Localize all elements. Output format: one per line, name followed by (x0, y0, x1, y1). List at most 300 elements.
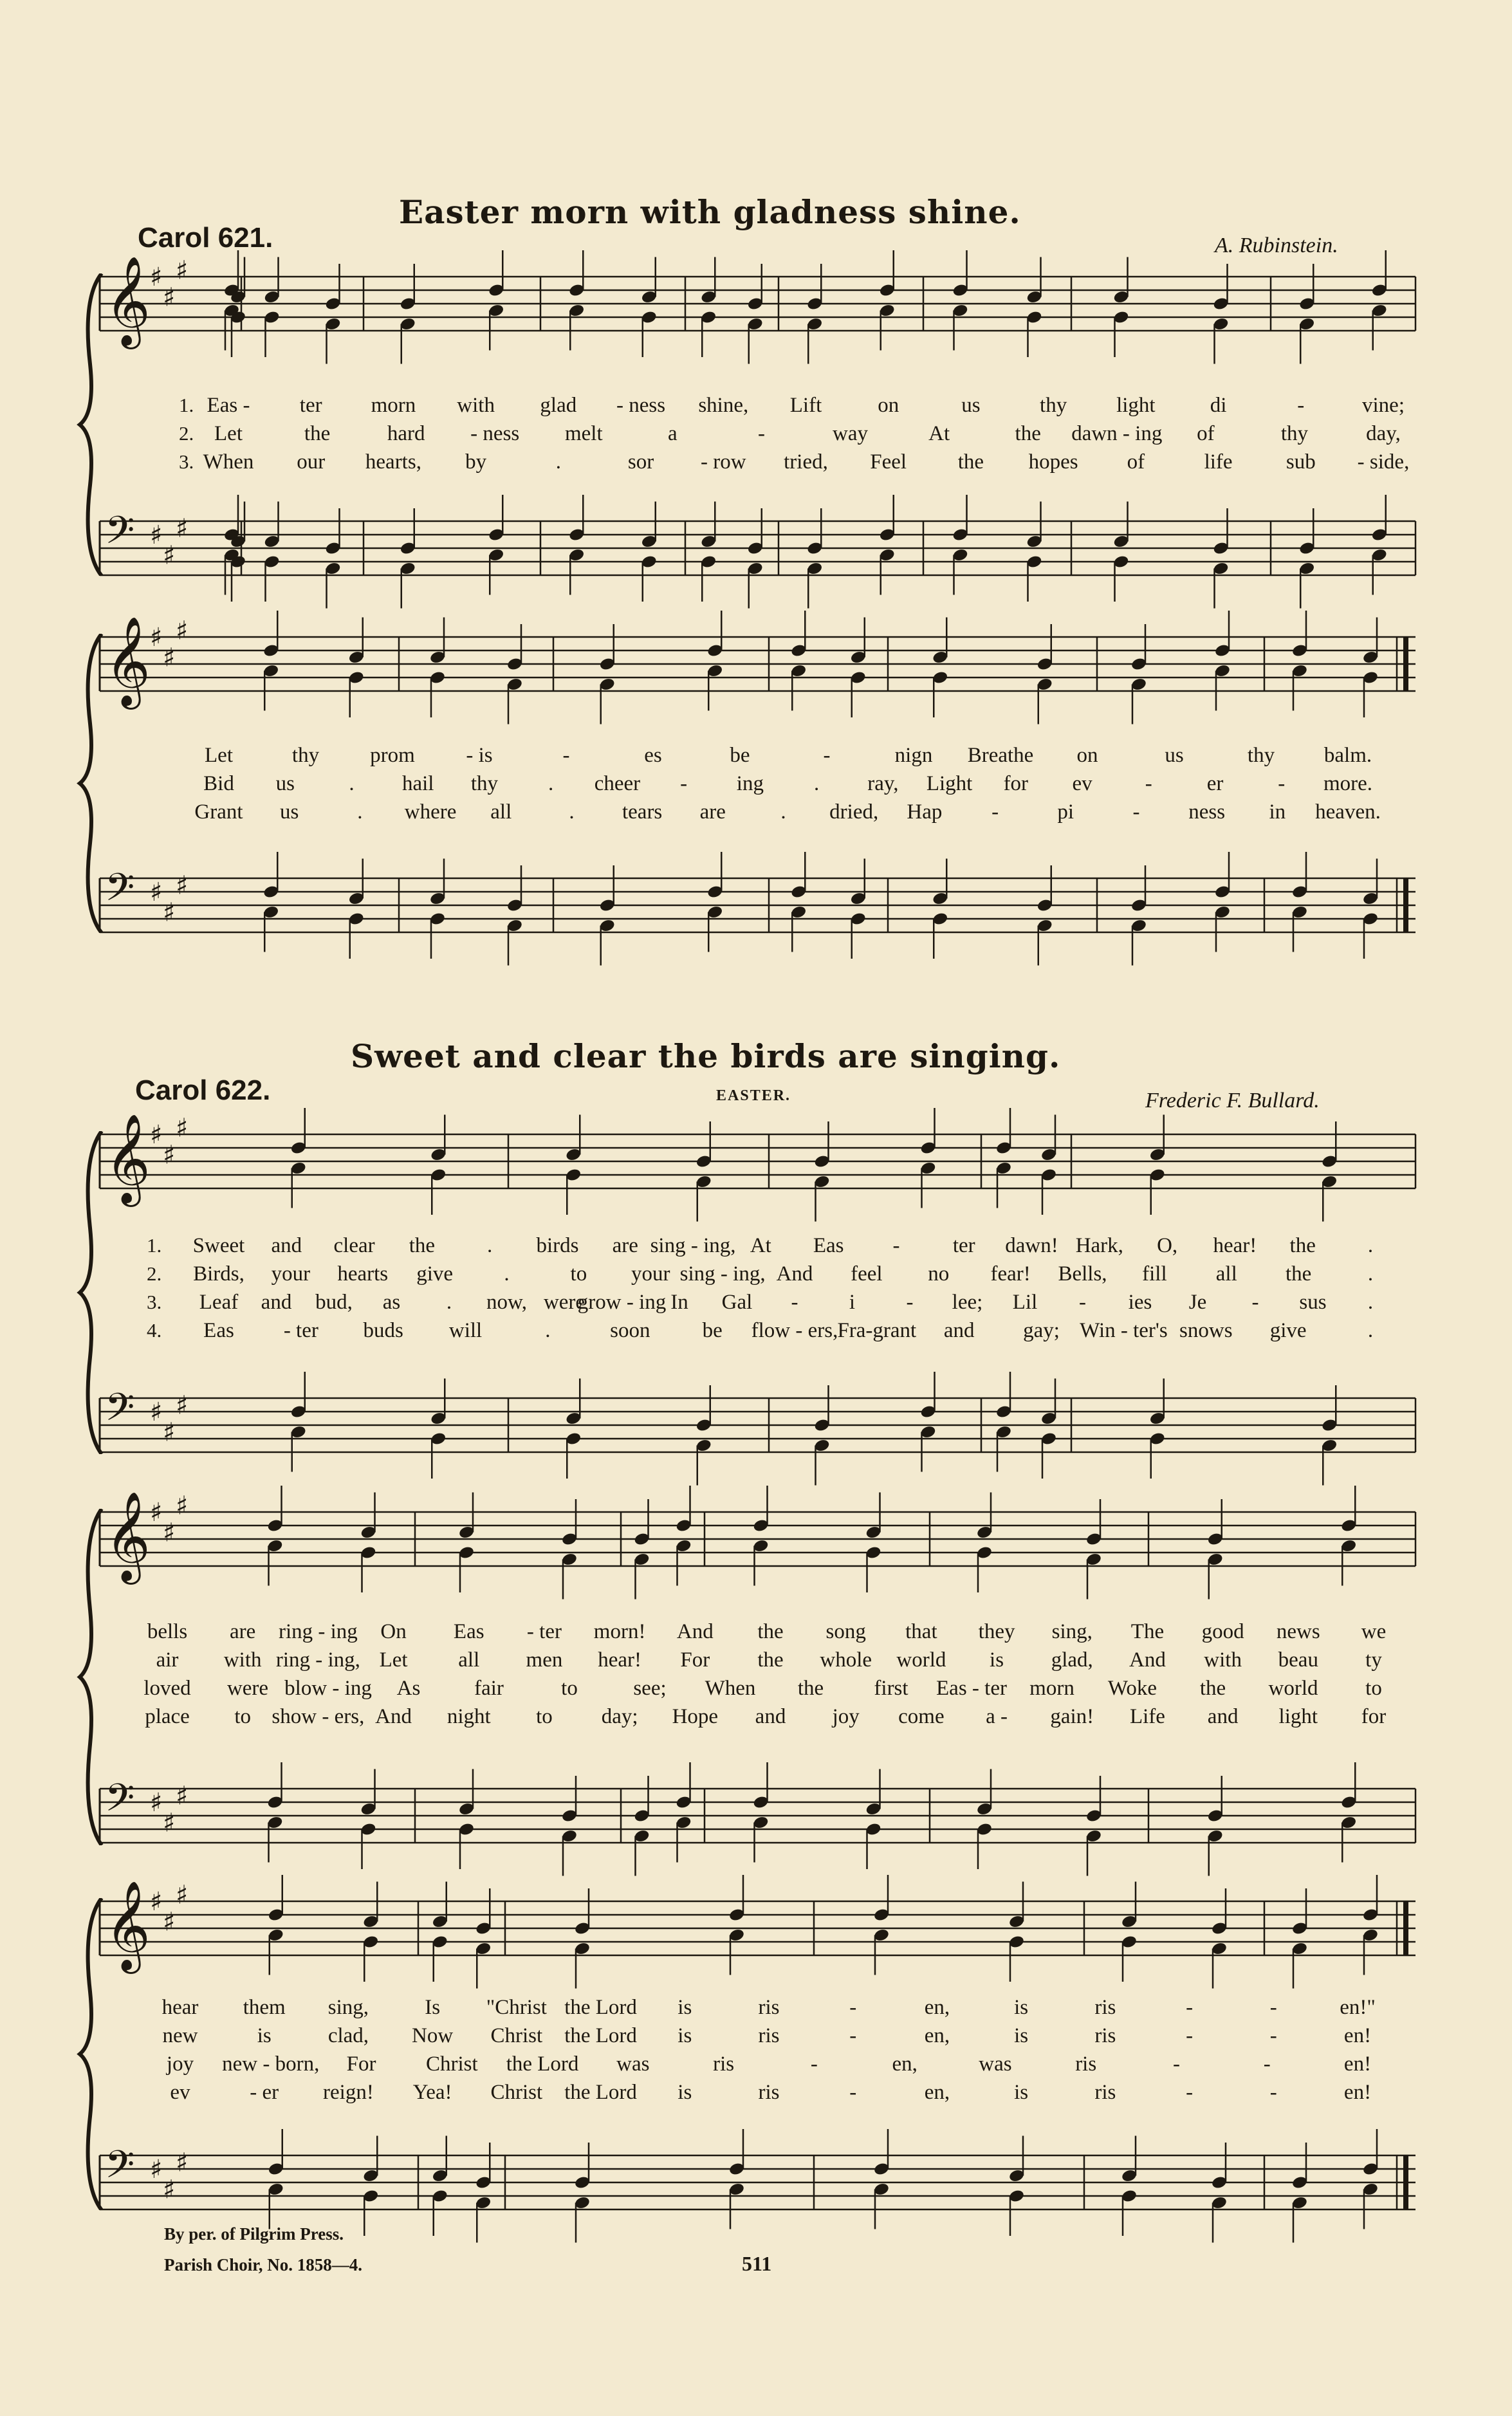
lyric-syllable: hail (401, 772, 434, 795)
bass-clef-icon: 𝄢 (105, 2142, 135, 2196)
lyric-syllable: give (416, 1262, 454, 1286)
lyric-syllable: was (616, 2052, 650, 2076)
lyric-syllable: your (631, 1262, 670, 1286)
lyric-syllable: to (1365, 1677, 1382, 1700)
lyric-syllable: was (979, 2052, 1012, 2076)
lyric-syllable: world (896, 1648, 946, 1672)
lyric-syllable: hearts, (365, 450, 421, 474)
lyric-syllable: Let (214, 422, 243, 445)
sharp-icon: ♯ (163, 540, 176, 571)
lyric-syllable: fair (474, 1677, 504, 1700)
verse-number: 1. (147, 1234, 162, 1257)
lyric-syllable: joy (832, 1705, 860, 1728)
lyric-syllable: snows (1179, 1319, 1233, 1342)
sharp-icon: ♯ (150, 623, 163, 652)
lyric-syllable: are (699, 800, 726, 824)
lyric-syllable: thy (291, 744, 320, 767)
lyric-syllable: When (705, 1677, 756, 1700)
lyric-syllable: - (1079, 1291, 1086, 1314)
sharp-icon: ♯ (150, 2155, 163, 2184)
sharp-icon: ♯ (176, 1113, 189, 1143)
lyric-syllable: - (849, 2081, 857, 2104)
lyric-syllable: show - ers, (272, 1705, 365, 1728)
lyric-syllable: are (230, 1620, 256, 1643)
lyric-syllable: nign (894, 744, 933, 767)
lyric-syllable: the (1289, 1234, 1316, 1257)
sharp-icon: ♯ (163, 898, 176, 928)
lyric-syllable: ris (1094, 2024, 1116, 2047)
lyric-syllable: clad, (327, 2024, 369, 2047)
carol-621-author: A. Rubinstein. (1215, 234, 1338, 257)
sharp-icon: ♯ (150, 1788, 163, 1818)
lyric-syllable: news (1276, 1620, 1320, 1643)
lyric-syllable: in (1269, 800, 1286, 824)
lyric-syllable: and (755, 1705, 786, 1728)
lyric-syllable: life (1204, 450, 1233, 474)
lyric-syllable: i (849, 1291, 856, 1314)
sharp-icon: ♯ (150, 1397, 163, 1427)
lyric-syllable: The (1130, 1620, 1165, 1643)
lyric-syllable: hear (161, 1996, 199, 2019)
lyric-syllable: ris (1094, 2081, 1116, 2104)
lyric-syllable: hearts (337, 1262, 389, 1286)
lyric-syllable: Is (425, 1996, 441, 2019)
lyric-syllable: shine, (698, 394, 749, 417)
lyric-syllable: ev (170, 2081, 190, 2104)
lyric-syllable: At (928, 422, 950, 445)
lyric-syllable: by (465, 450, 487, 474)
lyric-syllable: es (644, 744, 662, 767)
lyric-syllable: first (874, 1677, 908, 1700)
footer-permission: By per. of Pilgrim Press. (164, 2224, 344, 2244)
lyric-syllable: morn (371, 394, 416, 417)
lyric-syllable: dried, (829, 800, 879, 824)
sharp-icon: ♯ (176, 2148, 189, 2178)
lyric-syllable: di (1210, 394, 1227, 417)
lyric-syllable: the (757, 1620, 784, 1643)
lyric-syllable: On (380, 1620, 407, 1643)
lyric-syllable: tried, (784, 450, 828, 474)
lyric-syllable: new (162, 2024, 198, 2047)
lyric-syllable: world (1268, 1677, 1318, 1700)
sharp-icon: ♯ (163, 282, 176, 313)
lyric-syllable: clear (333, 1234, 375, 1257)
lyric-syllable: is (1014, 2024, 1029, 2047)
lyric-syllable: melt (564, 422, 603, 445)
lyric-syllable: - er (250, 2081, 279, 2104)
lyric-syllable: thy (1280, 422, 1309, 445)
sharp-icon: ♯ (176, 1390, 189, 1421)
lyric-syllable: And (776, 1262, 813, 1286)
lyric-syllable: flow - ers, (751, 1319, 838, 1342)
lyric-syllable: - (1269, 2024, 1277, 2047)
sharp-icon: ♯ (150, 263, 163, 292)
lyric-syllable: Hope (672, 1705, 719, 1728)
treble-clef-icon: 𝄞 (105, 256, 151, 346)
lyric-syllable: "Christ (486, 1996, 547, 2019)
lyric-syllable: come (898, 1705, 945, 1728)
lyric-syllable: see; (633, 1677, 667, 1700)
lyric-syllable: Breathe (967, 744, 1034, 767)
lyric-syllable: be (702, 1319, 723, 1342)
lyric-syllable: Now (412, 2024, 454, 2047)
lyric-syllable: - is (466, 744, 493, 767)
bass-clef-icon: 𝄢 (105, 508, 135, 562)
lyric-syllable: . (1367, 1234, 1374, 1257)
carol-621-number: Carol 621. (138, 222, 273, 254)
lyric-syllable: Je (1188, 1291, 1207, 1314)
lyric-syllable: ris (1075, 2052, 1097, 2076)
lyric-syllable: - (1186, 2081, 1194, 2104)
sharp-icon: ♯ (150, 1498, 163, 1527)
lyric-syllable: day, (1366, 422, 1401, 445)
lyric-syllable: bells (147, 1620, 188, 1643)
lyric-syllable: light (1116, 394, 1156, 417)
lyric-syllable: with (457, 394, 495, 417)
sharp-icon: ♯ (176, 513, 189, 544)
lyric-syllable: - (1251, 1291, 1259, 1314)
lyric-syllable: the (1015, 422, 1041, 445)
lyric-syllable: hopes (1028, 450, 1078, 474)
lyric-syllable: hard (387, 422, 425, 445)
lyric-syllable: . (545, 1319, 551, 1342)
lyric-syllable: the (797, 1677, 824, 1700)
lyric-syllable: are (612, 1234, 638, 1257)
lyric-syllable: gain! (1050, 1705, 1094, 1728)
lyric-syllable: on (878, 394, 899, 417)
lyric-syllable: the (1285, 1262, 1312, 1286)
lyric-syllable: the (1199, 1677, 1226, 1700)
lyric-syllable: to (570, 1262, 587, 1286)
lyric-syllable: . (555, 450, 561, 474)
brace-stroke (80, 634, 102, 933)
lyric-syllable: and (261, 1291, 292, 1314)
lyric-syllable: Win - ter's (1080, 1319, 1168, 1342)
lyric-syllable: Lift (789, 394, 822, 417)
lyric-syllable: bud, (315, 1291, 353, 1314)
lyric-syllable: reign! (323, 2081, 374, 2104)
lyric-syllable: . (504, 1262, 510, 1286)
lyric-syllable: prom (370, 744, 415, 767)
lyric-syllable: Eas (203, 1319, 234, 1342)
lyric-syllable: . (349, 772, 355, 795)
brace-stroke (80, 1898, 102, 2210)
lyric-syllable: - (1172, 2052, 1180, 2076)
lyric-syllable: hear! (598, 1648, 642, 1672)
lyric-syllable: and (271, 1234, 302, 1257)
lyric-syllable: sing - ing, (679, 1262, 766, 1286)
lyric-syllable: When (203, 450, 254, 474)
lyric-syllable: And (375, 1705, 412, 1728)
lyric-syllable: dawn - ing (1071, 422, 1163, 445)
lyric-syllable: ies (1128, 1291, 1152, 1314)
lyric-syllable: And (1129, 1648, 1166, 1672)
lyric-syllable: - (1297, 394, 1305, 417)
lyric-syllable: your (271, 1262, 311, 1286)
lyric-syllable: As (396, 1677, 421, 1700)
lyric-syllable: - (991, 800, 999, 824)
lyric-syllable: to (234, 1705, 252, 1728)
lyric-syllable: Eas - (207, 394, 250, 417)
lyric-syllable: sus (1299, 1291, 1327, 1314)
lyric-syllable: buds (363, 1319, 403, 1342)
lyric-syllable: ris (758, 2024, 780, 2047)
lyric-syllable: is (990, 1648, 1004, 1672)
lyric-syllable: - (680, 772, 688, 795)
lyric-syllable: grow - ing (577, 1291, 667, 1314)
lyric-syllable: Eas (813, 1234, 844, 1257)
lyric-syllable: will (448, 1319, 483, 1342)
lyric-syllable: Light (926, 772, 973, 795)
lyric-syllable: the Lord (564, 1996, 637, 2019)
brace-icon (76, 1898, 115, 2210)
sharp-icon: ♯ (163, 1907, 176, 1937)
lyric-syllable: blow - ing (284, 1677, 372, 1700)
lyric-syllable: feel (851, 1262, 883, 1286)
lyric-syllable: with (1204, 1648, 1242, 1672)
lyric-syllable: be (730, 744, 750, 767)
brace-icon (76, 634, 115, 933)
sharp-icon: ♯ (163, 1518, 176, 1548)
lyric-syllable: - ness (470, 422, 520, 445)
lyric-syllable: ring - ing, (275, 1648, 360, 1672)
bass-clef-icon: 𝄢 (105, 865, 135, 919)
lyric-syllable: them (243, 1996, 286, 2019)
lyric-syllable: for (1003, 772, 1029, 795)
lyric-syllable: give (1269, 1319, 1307, 1342)
sharp-icon: ♯ (150, 1887, 163, 1917)
lyric-syllable: en, (924, 1996, 950, 2019)
lyric-syllable: Birds, (193, 1262, 244, 1286)
lyric-syllable: - (1263, 2052, 1271, 2076)
lyric-syllable: . (357, 800, 363, 824)
lyric-syllable: us (280, 800, 299, 824)
lyric-syllable: Woke (1107, 1677, 1157, 1700)
brace-stroke (80, 1131, 102, 1454)
lyric-syllable: to (561, 1677, 578, 1700)
lyric-syllable: sing - ing, (650, 1234, 736, 1257)
lyric-syllable: Eas (453, 1620, 484, 1643)
lyric-syllable: Hap (907, 800, 943, 824)
lyric-syllable: ris (713, 2052, 735, 2076)
lyric-syllable: thy (1040, 394, 1067, 417)
lyric-syllable: joy (166, 2052, 194, 2076)
lyric-syllable: ness (1188, 800, 1226, 824)
lyric-syllable: en! (1343, 2024, 1372, 2047)
lyric-syllable: . (487, 1234, 493, 1257)
lyric-syllable: all (1215, 1262, 1237, 1286)
lyric-syllable: night (447, 1705, 491, 1728)
lyric-syllable: and (943, 1319, 975, 1342)
lyric-syllable: Fra-grant (837, 1319, 917, 1342)
lyric-syllable: sing, (327, 1996, 369, 2019)
lyric-syllable: air (156, 1648, 179, 1672)
lyric-syllable: ray, (867, 772, 899, 795)
lyric-syllable: we (1361, 1620, 1387, 1643)
lyric-syllable: Eas - ter (936, 1677, 1007, 1700)
lyric-syllable: er (1206, 772, 1224, 795)
lyric-syllable: is (1014, 2081, 1029, 2104)
brace-icon (76, 273, 115, 576)
lyric-syllable: For (346, 2052, 376, 2076)
lyric-syllable: Bells, (1058, 1262, 1107, 1286)
lyric-syllable: - side, (1357, 450, 1410, 474)
lyric-syllable: tears (622, 800, 663, 824)
lyric-syllable: were (226, 1677, 269, 1700)
lyric-syllable: en!" (1340, 1996, 1376, 2019)
lyric-syllable: sor (627, 450, 654, 474)
lyric-syllable: beau (1278, 1648, 1318, 1672)
sharp-icon: ♯ (176, 871, 189, 901)
verse-number: 1. (179, 394, 194, 416)
lyric-syllable: For (680, 1648, 710, 1672)
lyric-syllable: - (892, 1234, 900, 1257)
lyric-syllable: our (297, 450, 326, 474)
lyric-syllable: . (446, 1291, 452, 1314)
lyric-syllable: At (750, 1234, 771, 1257)
lyric-syllable: glad (540, 394, 577, 417)
lyric-syllable: Bid (203, 772, 234, 795)
lyric-syllable: hear! (1213, 1234, 1257, 1257)
lyric-syllable: O, (1157, 1234, 1178, 1257)
lyric-syllable: the (304, 422, 331, 445)
lyric-syllable: Leaf (199, 1291, 239, 1314)
sharp-icon: ♯ (176, 1880, 189, 1910)
lyric-syllable: - (906, 1291, 914, 1314)
lyric-syllable: glad, (1051, 1648, 1093, 1672)
lyric-syllable: - ter (526, 1620, 562, 1643)
sharp-icon: ♯ (163, 1417, 176, 1448)
lyric-syllable: . (780, 800, 786, 824)
lyric-syllable: ty (1365, 1648, 1382, 1672)
lyric-syllable: is (257, 2024, 272, 2047)
lyric-syllable: all (458, 1648, 480, 1672)
lyric-syllable: whole (820, 1648, 872, 1672)
sharp-icon: ♯ (163, 1140, 176, 1170)
lyric-syllable: ring - ing (278, 1620, 358, 1643)
lyric-syllable: . (569, 800, 575, 824)
bass-clef-icon: 𝄢 (105, 1775, 135, 1829)
lyric-syllable: Life (1129, 1705, 1165, 1728)
lyric-syllable: is (1014, 1996, 1029, 2019)
lyric-syllable: ev (1072, 772, 1093, 795)
lyric-syllable: - (1269, 1996, 1277, 2019)
lyric-syllable: with (223, 1648, 262, 1672)
sharp-icon: ♯ (176, 1491, 189, 1521)
sharp-icon: ♯ (150, 521, 163, 550)
lyric-syllable: - (1186, 2024, 1194, 2047)
brace-icon (76, 1509, 115, 1845)
lyric-syllable: And (676, 1620, 714, 1643)
lyric-syllable: . (1367, 1291, 1374, 1314)
brace-stroke (80, 1509, 102, 1845)
lyric-syllable: - ness (616, 394, 666, 417)
lyric-syllable: dawn! (1005, 1234, 1058, 1257)
lyric-syllable: . (813, 772, 820, 795)
lyric-syllable: day; (601, 1705, 638, 1728)
lyric-syllable: they (978, 1620, 1015, 1643)
lyric-syllable: Feel (870, 450, 907, 474)
lyric-syllable: pi (1057, 800, 1074, 824)
carol-622-author: Frederic F. Bullard. (1145, 1089, 1320, 1112)
lyric-syllable: and (1207, 1705, 1239, 1728)
lyric-syllable: - (1145, 772, 1152, 795)
lyric-syllable: balm. (1323, 744, 1372, 767)
lyric-syllable: en! (1343, 2052, 1372, 2076)
lyric-syllable: Lil (1012, 1291, 1038, 1314)
lyric-syllable: gay; (1023, 1319, 1060, 1342)
lyric-syllable: song (825, 1620, 866, 1643)
treble-clef-icon: 𝄞 (105, 1114, 151, 1203)
treble-clef-icon: 𝄞 (105, 1881, 151, 1970)
verse-number: 3. (179, 450, 194, 473)
lyric-syllable: sub (1286, 450, 1316, 474)
lyric-syllable: ter (952, 1234, 975, 1257)
lyric-syllable: that (905, 1620, 937, 1643)
brace-stroke (80, 273, 102, 576)
lyric-syllable: to (536, 1705, 553, 1728)
lyric-syllable: Let (379, 1648, 408, 1672)
sharp-icon: ♯ (163, 2175, 176, 2205)
lyric-syllable: the Lord (506, 2052, 579, 2076)
lyric-syllable: on (1076, 744, 1098, 767)
lyric-syllable: is (678, 1996, 692, 2019)
lyric-syllable: for (1361, 1705, 1387, 1728)
lyric-syllable: - (791, 1291, 798, 1314)
lyric-syllable: Hark, (1075, 1234, 1123, 1257)
carol-622-number: Carol 622. (135, 1074, 271, 1106)
lyric-syllable: fear! (990, 1262, 1031, 1286)
lyric-syllable: thy (470, 772, 499, 795)
lyric-syllable: Christ (490, 2081, 543, 2104)
lyric-syllable: a - (986, 1705, 1008, 1728)
lyric-syllable: ris (1094, 1996, 1116, 2019)
lyric-syllable: men (526, 1648, 563, 1672)
brace-icon (76, 1131, 115, 1454)
carol-622-tag: EASTER. (716, 1087, 791, 1104)
bass-clef-icon: 𝄢 (105, 1385, 135, 1439)
lyric-syllable: - (849, 2024, 857, 2047)
lyric-syllable: Sweet (192, 1234, 245, 1257)
lyric-syllable: en, (924, 2024, 950, 2047)
lyric-syllable: soon (610, 1319, 650, 1342)
lyric-syllable: Christ (425, 2052, 478, 2076)
lyric-syllable: sing, (1051, 1620, 1093, 1643)
carol-621-title: Easter morn with gladness shine. (399, 193, 1021, 231)
sharp-icon: ♯ (163, 643, 176, 673)
lyric-syllable: Christ (490, 2024, 543, 2047)
lyric-syllable: . (1367, 1319, 1374, 1342)
lyric-syllable: a (668, 422, 678, 445)
lyric-syllable: Yea! (412, 2081, 452, 2104)
verse-number: 4. (147, 1319, 162, 1342)
lyric-syllable: us (961, 394, 981, 417)
lyric-syllable: - (810, 2052, 818, 2076)
lyric-syllable: the Lord (564, 2024, 637, 2047)
lyric-syllable: Gal (721, 1291, 753, 1314)
lyric-syllable: lee; (952, 1291, 983, 1314)
lyric-syllable: In (670, 1291, 688, 1314)
lyric-syllable: all (490, 800, 512, 824)
lyric-syllable: Grant (194, 800, 243, 824)
carol-622-title: Sweet and clear the birds are singing. (351, 1037, 1061, 1075)
lyric-syllable: - (823, 744, 831, 767)
lyric-syllable: - ter (283, 1319, 318, 1342)
lyric-syllable: is (678, 2081, 692, 2104)
lyric-syllable: en, (892, 2052, 917, 2076)
sharp-icon: ♯ (176, 616, 189, 646)
lyric-syllable: ris (758, 2081, 780, 2104)
